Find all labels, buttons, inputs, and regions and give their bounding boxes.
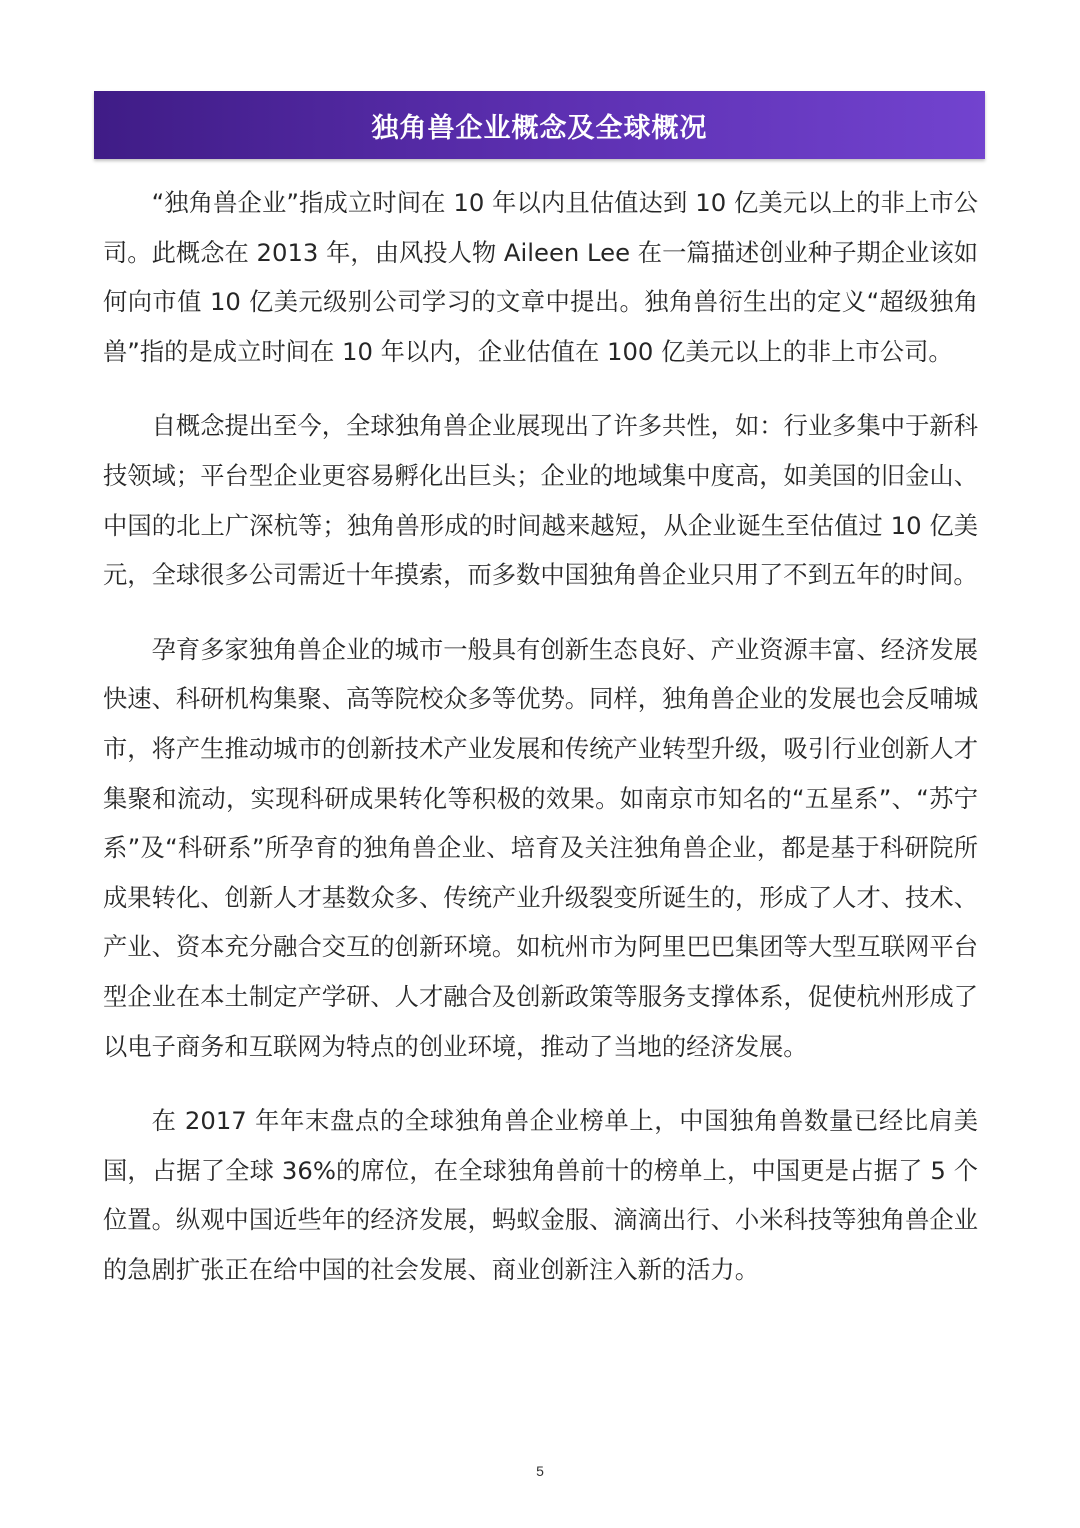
section-title: 独角兽企业概念及全球概况	[371, 112, 708, 144]
paragraph-3: 孕育多家独角兽企业的城市一般具有创新生态良好、产业资源丰富、经济发展快速、科研机构集聚、高等院校众多等优势。同样，独角兽企业的发展也会反哺城市，将产生推动城市的创新技术产业发展和传统产业转型升级，吸引行业创新人才集聚和流动，实现科研成果转化等积极的效果。如南京市知名的“五星系”、“苏宁系”及“科研系”所孕育的独角兽企业、培育及关注独角兽企业，都是基于科研院所成果转化、创新人才基数众多、传统产业升级裂变所诞生的，形成了人才、技术、产业、资本充分融合交互的创新环境。如杭州市为阿里巴巴集团等大型互联网平台型企业在本土制定产学研、人才融合及创新政策等服务支撑体系，促使杭州形成了以电子商务和互联网为特点的创业环境，推动了当地的经济发展。	[103, 634, 978, 1061]
section-title-banner	[94, 91, 985, 159]
page-number: 5	[536, 1463, 544, 1479]
paragraph-2: 自概念提出至今，全球独角兽企业展现出了许多共性，如：行业多集中于新科技领域；平台型企业更容易孵化出巨头；企业的地域集中度高，如美国的旧金山、中国的北上广深杭等；独角兽形成的时间越来越短，从企业诞生至估值过 10 亿美元，全球很多公司需近十年摸索，而多数中国独角兽企业只用了不到五年的时间。	[103, 411, 978, 590]
article-body	[103, 178, 978, 1319]
paragraph-4: 在 2017 年年末盘点的全球独角兽企业榜单上，中国独角兽数量已经比肩美国，占据了全球 36%的席位，在全球独角兽前十的榜单上，中国更是占据了 5 个位置。纵观中国近些年的经济发展，蚂蚁金服、滴滴出行、小米科技等独角兽企业的急剧扩张正在给中国的社会发展、商业创新注入新的活力。	[103, 1106, 978, 1284]
paragraph-1: “独角兽企业”指成立时间在 10 年以内且估值达到 10 亿美元以上的非上市公司。此概念在 2013 年，由风投人物 Aileen Lee 在一篇描述创业种子期企业该如何向市值 10 亿美元级别公司学习的文章中提出。独角兽衍生出的定义“超级独角兽”指的是成立时间在 10 年以内，企业估值在 100 亿美元以上的非上市公司。	[103, 188, 978, 366]
